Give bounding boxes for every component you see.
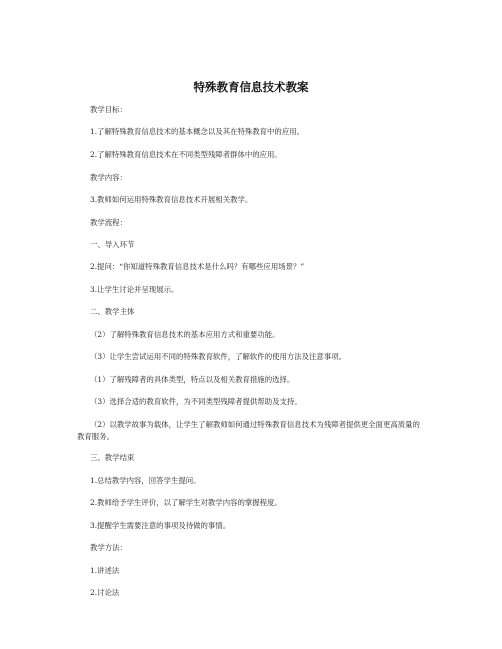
section-heading-process: 教学流程： [90, 218, 127, 227]
process-item: （2）了解特殊教育信息技术的基本应用方式和重要功能。 [90, 330, 280, 339]
process-item: （1）了解残障者的具体类型，特点以及相关教育措施的选择。 [90, 375, 295, 384]
process-item: 2.提问：“你知道特殊教育信息技术是什么吗？有哪些应用场景？” [90, 262, 305, 271]
subsection-heading-intro: 一、导入环节 [90, 240, 135, 249]
process-item-wrapped: （2）以教学故事为载体，让学生了解教师如何通过特殊教育信息技术为残障者提供更全面更高质量的教育服务。 [77, 420, 420, 441]
process-item: （3）选择合适的教育软件，为不同类型残障者提供帮助及支持。 [90, 397, 302, 406]
document-title: 特殊教育信息技术教案 [193, 80, 309, 94]
objective-item: 1.了解特殊教育信息技术的基本概念以及其在特殊教育中的应用。 [90, 127, 304, 136]
conclusion-item: 1.总结教学内容，回答学生提问。 [90, 476, 201, 485]
section-heading-content: 教学内容： [90, 173, 127, 182]
conclusion-item: 3.提醒学生需要注意的事项及待做的事情。 [90, 521, 231, 530]
process-item: 3.让学生讨论并呈现展示。 [90, 285, 179, 294]
section-heading-methods: 教学方法： [90, 543, 127, 552]
process-item: （3）让学生尝试运用不同的特殊教育软件，了解软件的使用方法及注意事项。 [90, 352, 346, 361]
method-item: 1.讲述法 [90, 566, 120, 575]
conclusion-item: 2.教师给予学生评价，以了解学生对教学内容的掌握程度。 [90, 498, 282, 507]
subsection-heading-main: 二、教学主体 [90, 307, 135, 316]
objective-item: 2.了解特殊教育信息技术在不同类型残障者群体中的应用。 [90, 150, 282, 159]
content-item: 3.教师如何运用特殊教育信息技术开展相关教学。 [90, 195, 253, 204]
method-item: 2.讨论法 [90, 588, 120, 597]
subsection-heading-conclusion: 三、教学结束 [90, 453, 135, 462]
section-heading-objectives: 教学目标： [90, 105, 127, 114]
